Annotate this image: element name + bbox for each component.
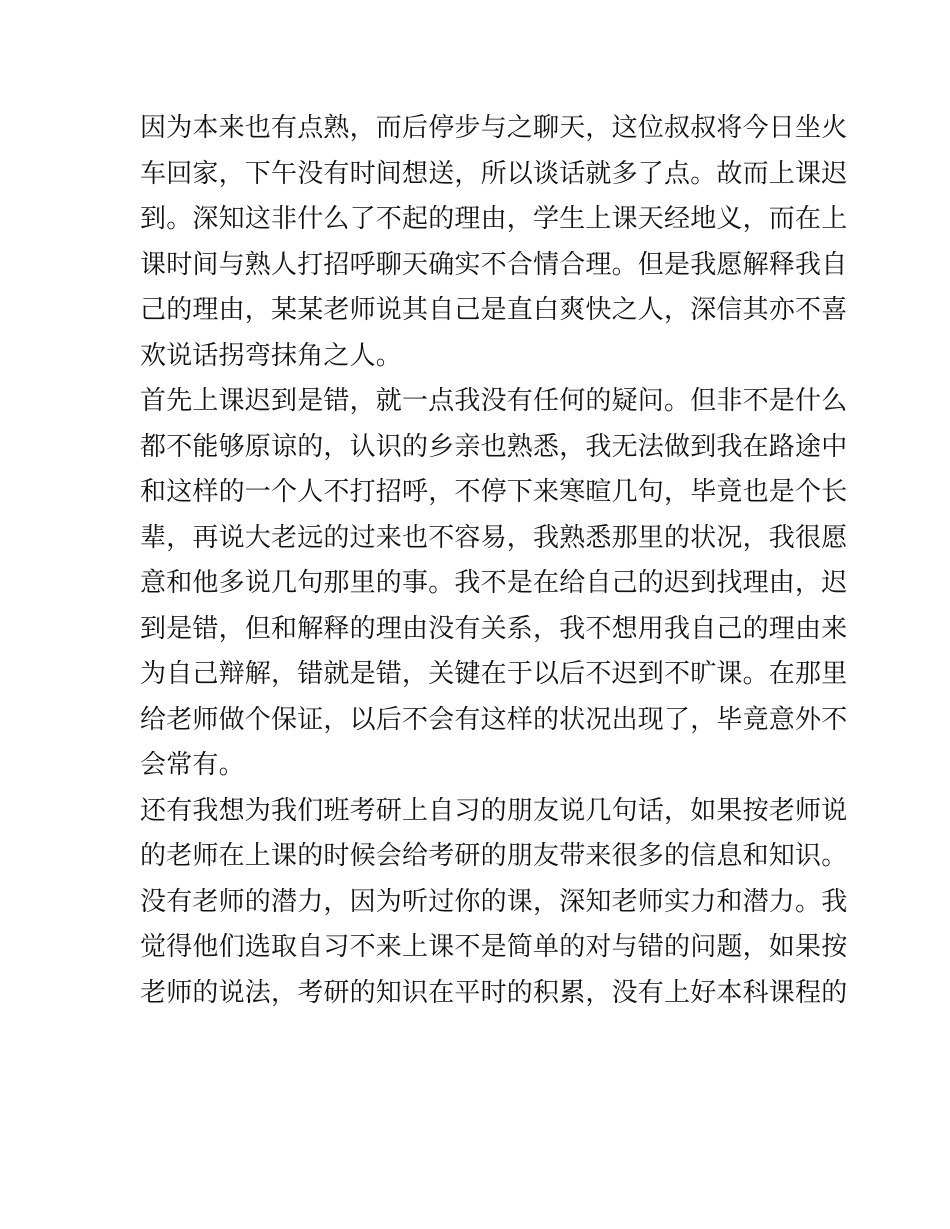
paragraph-line: 欢说话拐弯抹角之人。 <box>140 340 403 371</box>
paragraph-line: 辈，再说大老远的过来也不容易，我熟悉那里的状况，我很愿 <box>140 522 848 553</box>
paragraph-line: 都不能够原谅的，认识的乡亲也熟悉，我无法做到我在路途中 <box>140 431 848 462</box>
paragraph-line: 因为本来也有点熟，而后停步与之聊天，这位叔叔将今日坐火 <box>140 113 848 143</box>
paragraph-line: 为自己辩解，错就是错，关键在于以后不迟到不旷课。在那里 <box>140 659 848 689</box>
paragraph-line: 首先上课迟到是错，就一点我没有任何的疑问。但非不是什么 <box>140 386 848 416</box>
paragraph-line: 给老师做个保证，以后不会有这样的状况出现了，毕竟意外不 <box>140 704 848 735</box>
paragraph-line: 觉得他们选取自习不来上课不是简单的对与错的问题，如果按 <box>140 932 848 962</box>
paragraph-line: 还有我想为我们班考研上自习的朋友说几句话，如果按老师说 <box>140 795 848 826</box>
paragraph-line: 到是错，但和解释的理由没有关系，我不想用我自己的理由来 <box>140 613 848 644</box>
paragraph-2 <box>140 379 848 789</box>
paragraph-line: 会常有。 <box>140 750 245 780</box>
paragraph-3 <box>140 789 848 1017</box>
document-body <box>140 106 848 1016</box>
paragraph-line: 和这样的一个人不打招呼，不停下来寒暄几句，毕竟也是个长 <box>140 477 848 507</box>
paragraph-line: 到。深知这非什么了不起的理由，学生上课天经地义，而在上 <box>140 204 848 234</box>
paragraph-line: 的老师在上课的时候会给考研的朋友带来很多的信息和知识。 <box>140 841 848 871</box>
paragraph-line: 没有老师的潜力，因为听过你的课，深知老师实力和潜力。我 <box>140 886 848 917</box>
paragraph-line: 己的理由，某某老师说其自己是直白爽快之人，深信其亦不喜 <box>140 295 848 325</box>
paragraph-line: 车回家，下午没有时间想送，所以谈话就多了点。故而上课迟 <box>140 158 848 189</box>
paragraph-line: 老师的说法，考研的知识在平时的积累，没有上好本科课程的 <box>140 977 848 1008</box>
paragraph-line: 课时间与熟人打招呼聊天确实不合情合理。但是我愿解释我自 <box>140 249 848 280</box>
paragraph-line: 意和他多说几句那里的事。我不是在给自己的迟到找理由，迟 <box>140 568 848 598</box>
paragraph-1 <box>140 106 848 379</box>
